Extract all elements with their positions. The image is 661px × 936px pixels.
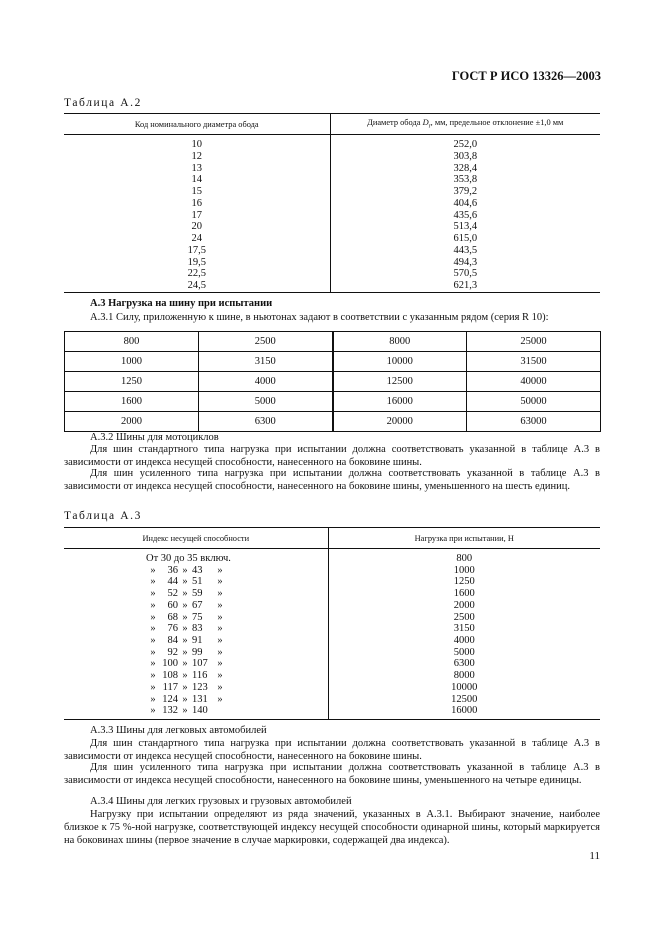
rim-code-cell: 17 — [191, 209, 202, 221]
test-load-value: 1250 — [453, 576, 475, 588]
rim-code-cell: 12 — [191, 150, 202, 162]
table-a3-first-index: От 30 до 35 включ. — [146, 553, 231, 564]
test-load-value: 1000 — [453, 564, 475, 576]
table-a3-caption: Таблица А.3 — [64, 510, 142, 522]
load-index-range — [146, 623, 328, 635]
load-series-cell: 40000 — [467, 372, 601, 392]
load-series-row — [65, 332, 601, 352]
rim-diameter-cell: 570,5 — [453, 268, 478, 280]
load-series-cell: 1600 — [65, 392, 199, 412]
rim-diameter-cell: 494,3 — [453, 256, 478, 268]
load-index-q1: » — [150, 623, 156, 635]
load-index-to: 123 — [192, 681, 208, 693]
table-a3-col1-header: Индекс несущей способности — [64, 528, 328, 549]
rim-code-cell: 20 — [191, 221, 202, 233]
test-load-value: 10000 — [451, 681, 478, 693]
rim-code-cell: 24,5 — [187, 280, 206, 291]
rim-diameter-cell: 252,0 — [453, 139, 478, 150]
load-index-range — [146, 694, 328, 706]
section-a33-p2: Для шин усиленного типа нагрузка при испытании должна соответствовать указанной в таблице А.3 в зависимости от индекса несущей способности, нанесенного на боковине шины, уменьшенного на четыре единицы. — [64, 762, 600, 786]
rim-code-cell: 16 — [191, 197, 202, 209]
rim-diameter-cell: 379,2 — [453, 186, 478, 197]
table-a3 — [64, 527, 600, 720]
load-index-q1: » — [150, 705, 156, 717]
load-index-range — [146, 565, 328, 577]
load-index-q2: » — [182, 658, 188, 670]
rim-diameter-cell: 328,4 — [453, 162, 478, 174]
rim-diameter-cell: 435,6 — [453, 209, 478, 221]
rim-code-cell: 19,5 — [187, 256, 206, 268]
load-index-q3: » — [217, 646, 223, 658]
load-index-to: 59 — [192, 588, 203, 600]
section-a32-p1: Для шин стандартного типа нагрузка при испытании должна соответствовать указанной в таблице А.3 в зависимости от индекса несущей способности, нанесенного на боковине шины. — [64, 444, 600, 468]
load-index-q2: » — [182, 588, 188, 600]
load-index-q3: » — [217, 576, 223, 588]
table-a2-diameters-column — [330, 135, 600, 293]
load-index-q2: » — [182, 599, 188, 611]
rim-diameter-cell: 621,3 — [453, 280, 478, 291]
table-a3-body-row — [64, 549, 600, 720]
load-index-q1: » — [150, 576, 156, 588]
load-index-range — [146, 588, 328, 600]
load-index-from: 60 — [167, 599, 178, 611]
load-index-from: 52 — [167, 588, 178, 600]
load-index-q1: » — [150, 670, 156, 682]
load-index-range — [146, 612, 328, 624]
load-index-q2: » — [182, 623, 188, 635]
section-a3-heading: А.3 Нагрузка на шину при испытании — [90, 298, 273, 309]
load-index-from: 36 — [167, 564, 178, 576]
load-index-q3: » — [217, 564, 223, 576]
load-series-cell: 800 — [65, 332, 199, 352]
load-index-q3: » — [217, 693, 223, 705]
section-a32-p2: Для шин усиленного типа нагрузка при испытании должна соответствовать указанной в таблице А.3 в зависимости от индекса несущей способности, нанесенного на боковине шины, уменьшенного на шесть единиц. — [64, 468, 600, 492]
load-index-q2: » — [182, 635, 188, 647]
load-series-row — [65, 412, 601, 432]
load-index-q2: » — [182, 670, 188, 682]
rim-code-cell: 15 — [191, 186, 202, 197]
load-index-from: 117 — [162, 681, 178, 693]
section-a33-p1: Для шин стандартного типа нагрузка при испытании должна соответствовать указанной в таблице А.3 в зависимости от индекса несущей способности, нанесенного на боковине шины. — [64, 738, 600, 762]
load-index-to: 107 — [192, 658, 208, 670]
load-index-from: 132 — [162, 705, 178, 717]
load-index-range — [146, 647, 328, 659]
test-load-value: 4000 — [453, 635, 475, 647]
load-index-q3: » — [217, 670, 223, 682]
load-series-cell: 20000 — [333, 412, 467, 432]
table-a3-index-column — [64, 549, 328, 720]
table-a2-header-row — [64, 114, 600, 135]
load-index-from: 108 — [162, 670, 178, 682]
load-series-cell: 4000 — [199, 372, 333, 392]
load-index-range — [146, 682, 328, 694]
load-index-range — [146, 670, 328, 682]
load-index-from: 68 — [167, 611, 178, 623]
test-load-value: 8000 — [453, 670, 475, 682]
section-a34-title: А.3.4 Шины для легких грузовых и грузовых автомобилей — [90, 796, 352, 807]
load-index-q1: » — [150, 658, 156, 670]
load-index-to: 140 — [192, 705, 208, 717]
test-load-value: 3150 — [453, 623, 475, 635]
load-index-from: 84 — [167, 635, 178, 647]
section-a34-p1: Нагрузку при испытании определяют из ряда значений, указанных в А.3.1. Выбирают значение, наиболее близкое к 75 %-ной нагрузке, соответствующей индексу несущей способности одинарной шины, который маркируется на боковинах шины (первое значение в случае маркировки, содержащей два индекса). — [64, 809, 600, 846]
load-series-row — [65, 372, 601, 392]
rim-diameter-cell: 404,6 — [453, 197, 478, 209]
load-index-range — [146, 658, 328, 670]
rim-code-cell: 17,5 — [187, 244, 206, 256]
load-index-q3: » — [217, 588, 223, 600]
load-index-q3: » — [217, 623, 223, 635]
load-index-q1: » — [150, 599, 156, 611]
table-a3-first-load: 800 — [456, 553, 473, 564]
load-index-q3: » — [217, 611, 223, 623]
load-series-cell: 1000 — [65, 352, 199, 372]
rim-diameter-cell: 353,8 — [453, 174, 478, 186]
test-load-value: 2500 — [453, 611, 475, 623]
load-index-to: 91 — [192, 635, 203, 647]
load-series-cell: 63000 — [467, 412, 601, 432]
table-a3-load-column — [328, 549, 600, 720]
load-series-table — [64, 331, 601, 432]
load-index-q2: » — [182, 693, 188, 705]
load-index-to: 99 — [192, 646, 203, 658]
table-a2-caption: Таблица А.2 — [64, 97, 142, 109]
page-number: 11 — [589, 850, 600, 862]
load-index-to: 43 — [192, 564, 203, 576]
load-index-q1: » — [150, 681, 156, 693]
load-index-from: 44 — [167, 576, 178, 588]
load-series-cell: 2000 — [65, 412, 199, 432]
table-a3-col2-header: Нагрузка при испытании, Н — [328, 528, 600, 549]
section-a33-title: А.3.3 Шины для легковых автомобилей — [90, 725, 267, 736]
load-index-to: 51 — [192, 576, 203, 588]
table-a2-codes-column — [64, 135, 330, 293]
load-index-q2: » — [182, 705, 188, 717]
load-series-cell: 8000 — [333, 332, 467, 352]
load-index-q1: » — [150, 564, 156, 576]
load-index-from: 100 — [162, 658, 178, 670]
rim-diameter-cell: 513,4 — [453, 221, 478, 233]
load-index-range — [146, 635, 328, 647]
load-index-q1: » — [150, 588, 156, 600]
load-index-from: 76 — [167, 623, 178, 635]
load-index-q2: » — [182, 611, 188, 623]
test-load-value: 1600 — [453, 588, 475, 600]
load-index-q1: » — [150, 693, 156, 705]
test-load-value: 5000 — [453, 646, 475, 658]
section-a31-text: А.3.1 Силу, приложенную к шине, в ньютонах задают в соответствии с указанным рядом (серия R 10): — [90, 312, 549, 323]
load-series-cell: 12500 — [333, 372, 467, 392]
load-index-range — [146, 705, 328, 717]
load-series-cell: 3150 — [199, 352, 333, 372]
load-series-cell: 25000 — [467, 332, 601, 352]
load-series-cell: 2500 — [199, 332, 333, 352]
table-a2-body-row — [64, 135, 600, 293]
load-series-cell: 5000 — [199, 392, 333, 412]
load-index-range — [146, 576, 328, 588]
test-load-value: 16000 — [451, 705, 478, 717]
load-index-to: 116 — [192, 670, 208, 682]
rim-code-cell: 14 — [191, 174, 202, 186]
load-index-from: 92 — [167, 646, 178, 658]
load-series-cell: 1250 — [65, 372, 199, 392]
section-a32-title: А.3.2 Шины для мотоциклов — [90, 432, 219, 443]
table-a2-col2-header: Диаметр обода $D_r$, мм, предельное отклонение ±1,0 мм — [330, 114, 600, 135]
load-index-q1: » — [150, 611, 156, 623]
load-index-q2: » — [182, 576, 188, 588]
load-index-range — [146, 600, 328, 612]
rim-diameter-cell: 303,8 — [453, 150, 478, 162]
rim-code-cell: 13 — [191, 162, 202, 174]
load-index-q3: » — [217, 635, 223, 647]
load-series-cell: 16000 — [333, 392, 467, 412]
load-index-q3: » — [217, 599, 223, 611]
load-index-to: 83 — [192, 623, 203, 635]
test-load-value: 6300 — [453, 658, 475, 670]
load-index-q2: » — [182, 564, 188, 576]
load-series-cell: 31500 — [467, 352, 601, 372]
load-series-cell: 6300 — [199, 412, 333, 432]
load-index-from: 124 — [162, 693, 178, 705]
load-series-row — [65, 392, 601, 412]
table-a3-header-row — [64, 528, 600, 549]
load-index-q2: » — [182, 681, 188, 693]
rim-diameter-cell: 443,5 — [453, 244, 478, 256]
rim-diameter-cell: 615,0 — [453, 233, 478, 244]
table-a2 — [64, 113, 600, 293]
test-load-value: 2000 — [453, 599, 475, 611]
load-index-to: 67 — [192, 599, 203, 611]
test-load-value: 12500 — [451, 693, 478, 705]
load-index-q3: » — [217, 658, 223, 670]
load-index-to: 131 — [192, 693, 208, 705]
load-series-cell: 50000 — [467, 392, 601, 412]
load-index-q1: » — [150, 635, 156, 647]
standard-number: ГОСТ Р ИСО 13326—2003 — [451, 69, 601, 83]
load-index-q3: » — [217, 681, 223, 693]
rim-code-cell: 24 — [191, 233, 202, 244]
rim-code-cell: 22,5 — [187, 268, 206, 280]
load-index-q2: » — [182, 646, 188, 658]
load-series-row — [65, 352, 601, 372]
load-series-cell: 10000 — [333, 352, 467, 372]
table-a2-col1-header: Код номинального диаметра обода — [64, 114, 330, 135]
load-index-q1: » — [150, 646, 156, 658]
load-index-to: 75 — [192, 611, 203, 623]
rim-code-cell: 10 — [191, 139, 202, 150]
